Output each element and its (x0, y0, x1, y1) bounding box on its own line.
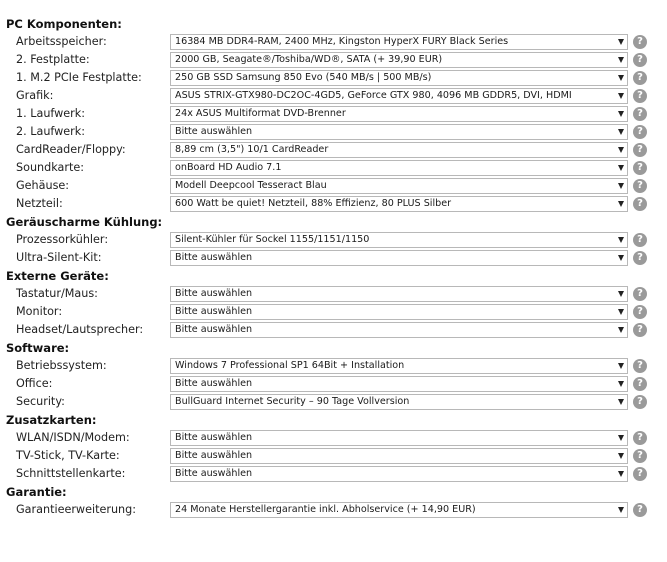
ultra-silent-kit-select[interactable] (170, 250, 628, 266)
selected-value: 8,89 cm (3,5") 10/1 CardReader (175, 144, 329, 155)
help-icon[interactable]: ? (633, 359, 647, 373)
option-label: 2. Festplatte: (16, 53, 90, 66)
tv-stick-tv-karte-select[interactable] (170, 448, 628, 464)
chevron-down-icon (618, 309, 624, 315)
option-label: Betriebssystem: (16, 359, 107, 372)
section-software (0, 339, 667, 411)
option-row-betriebssystem (0, 357, 667, 375)
arbeitsspeicher-select[interactable] (170, 34, 628, 50)
selected-value: 600 Watt be quiet! Netzteil, 88% Effizienz, 80 PLUS Silber (175, 198, 452, 209)
selected-value: Bitte auswählen (175, 306, 253, 317)
selected-value: ASUS STRIX-GTX980-DC2OC-4GD5, GeForce GTX 980, 4096 MB GDDR5, DVI, HDMI (175, 90, 572, 101)
option-row-netzteil (0, 195, 667, 213)
section-pc-komponenten (0, 15, 667, 213)
help-icon[interactable]: ? (633, 323, 647, 337)
option-row-soundkarte (0, 159, 667, 177)
chevron-down-icon (618, 147, 624, 153)
option-row-headset-lautsprecher (0, 321, 667, 339)
section-garantie (0, 483, 667, 519)
option-row-prozessorkuehler (0, 231, 667, 249)
option-label: 1. Laufwerk: (16, 107, 86, 120)
option-label: CardReader/Floppy: (16, 143, 126, 156)
help-icon[interactable]: ? (633, 305, 647, 319)
prozessorkuehler-select[interactable] (170, 232, 628, 248)
option-row-2-festplatte (0, 51, 667, 69)
selected-value: Modell Deepcool Tesseract Blau (175, 180, 327, 191)
chevron-down-icon (618, 399, 624, 405)
help-icon[interactable]: ? (633, 503, 647, 517)
chevron-down-icon (618, 39, 624, 45)
selected-value: 250 GB SSD Samsung 850 Evo (540 MB/s | 500 MB/s) (175, 72, 432, 83)
help-icon[interactable]: ? (633, 53, 647, 67)
option-label: Netzteil: (16, 197, 63, 210)
help-icon[interactable]: ? (633, 35, 647, 49)
option-label: Gehäuse: (16, 179, 70, 192)
option-row-monitor (0, 303, 667, 321)
chevron-down-icon (618, 453, 624, 459)
chevron-down-icon (618, 111, 624, 117)
help-icon[interactable]: ? (633, 179, 647, 193)
section-title: Software: (6, 341, 70, 355)
chevron-down-icon (618, 471, 624, 477)
chevron-down-icon (618, 129, 624, 135)
section-title: PC Komponenten: (6, 17, 122, 31)
option-label: Tastatur/Maus: (16, 287, 98, 300)
garantieerweiterung-select[interactable] (170, 502, 628, 518)
headset-lautsprecher-select[interactable] (170, 322, 628, 338)
2-festplatte-select[interactable] (170, 52, 628, 68)
option-row-tv-stick-tv-karte (0, 447, 667, 465)
option-label: Garantieerweiterung: (16, 503, 136, 516)
chevron-down-icon (618, 57, 624, 63)
help-icon[interactable]: ? (633, 233, 647, 247)
option-label: Soundkarte: (16, 161, 85, 174)
2-laufwerk-select[interactable] (170, 124, 628, 140)
tastatur-maus-select[interactable] (170, 286, 628, 302)
wlan-isdn-modem-select[interactable] (170, 430, 628, 446)
chevron-down-icon (618, 93, 624, 99)
option-label: TV-Stick, TV-Karte: (16, 449, 120, 462)
chevron-down-icon (618, 255, 624, 261)
option-row-tastatur-maus (0, 285, 667, 303)
option-row-wlan-isdn-modem (0, 429, 667, 447)
option-row-arbeitsspeicher (0, 33, 667, 51)
chevron-down-icon (618, 237, 624, 243)
help-icon[interactable]: ? (633, 71, 647, 85)
help-icon[interactable]: ? (633, 467, 647, 481)
schnittstellenkarte-select[interactable] (170, 466, 628, 482)
chevron-down-icon (618, 291, 624, 297)
chevron-down-icon (618, 507, 624, 513)
chevron-down-icon (618, 435, 624, 441)
soundkarte-select[interactable] (170, 160, 628, 176)
option-row-2-laufwerk (0, 123, 667, 141)
cardreader-floppy-select[interactable] (170, 142, 628, 158)
selected-value: Windows 7 Professional SP1 64Bit + Installation (175, 360, 405, 371)
grafik-select[interactable] (170, 88, 628, 104)
monitor-select[interactable] (170, 304, 628, 320)
section-title: Garantie: (6, 485, 67, 499)
option-label: Schnittstellenkarte: (16, 467, 126, 480)
option-row-ultra-silent-kit (0, 249, 667, 267)
option-row-schnittstellenkarte (0, 465, 667, 483)
option-row-office (0, 375, 667, 393)
option-row-security (0, 393, 667, 411)
section-title: Geräuscharme Kühlung: (6, 215, 163, 229)
1-m-2-pcie-festplatte-select[interactable] (170, 70, 628, 86)
chevron-down-icon (618, 165, 624, 171)
help-icon[interactable]: ? (633, 395, 647, 409)
option-row-1-m-2-pcie-festplatte (0, 69, 667, 87)
selected-value: Bitte auswählen (175, 432, 253, 443)
option-label: Prozessorkühler: (16, 233, 109, 246)
help-icon[interactable]: ? (633, 377, 647, 391)
help-icon[interactable]: ? (633, 143, 647, 157)
chevron-down-icon (618, 183, 624, 189)
option-label: Ultra-Silent-Kit: (16, 251, 102, 264)
help-icon[interactable]: ? (633, 449, 647, 463)
section-zusatzkarten (0, 411, 667, 483)
help-icon[interactable]: ? (633, 125, 647, 139)
selected-value: BullGuard Internet Security – 90 Tage Vollversion (175, 396, 410, 407)
option-label: Office: (16, 377, 53, 390)
selected-value: 24x ASUS Multiformat DVD-Brenner (175, 108, 346, 119)
option-row-gehaeuse (0, 177, 667, 195)
help-icon[interactable]: ? (633, 431, 647, 445)
1-laufwerk-select[interactable] (170, 106, 628, 122)
selected-value: Bitte auswählen (175, 378, 253, 389)
option-row-garantieerweiterung (0, 501, 667, 519)
chevron-down-icon (618, 201, 624, 207)
chevron-down-icon (618, 381, 624, 387)
option-label: Arbeitsspeicher: (16, 35, 107, 48)
netzteil-select[interactable] (170, 196, 628, 212)
selected-value: Bitte auswählen (175, 252, 253, 263)
section-title: Externe Geräte: (6, 269, 109, 283)
option-label: Security: (16, 395, 65, 408)
selected-value: 2000 GB, Seagate®/Toshiba/WD®, SATA (+ 39,90 EUR) (175, 54, 443, 65)
gehaeuse-select[interactable] (170, 178, 628, 194)
chevron-down-icon (618, 363, 624, 369)
selected-value: 16384 MB DDR4-RAM, 2400 MHz, Kingston HyperX FURY Black Series (175, 36, 509, 47)
help-icon[interactable]: ? (633, 89, 647, 103)
help-icon[interactable]: ? (633, 161, 647, 175)
chevron-down-icon (618, 75, 624, 81)
selected-value: onBoard HD Audio 7.1 (175, 162, 282, 173)
selected-value: Silent-Kühler für Sockel 1155/1151/1150 (175, 234, 370, 245)
help-icon[interactable]: ? (633, 251, 647, 265)
section-title: Zusatzkarten: (6, 413, 97, 427)
security-select[interactable] (170, 394, 628, 410)
betriebssystem-select[interactable] (170, 358, 628, 374)
help-icon[interactable]: ? (633, 287, 647, 301)
selected-value: Bitte auswählen (175, 126, 253, 137)
option-label: Headset/Lautsprecher: (16, 323, 144, 336)
option-row-cardreader-floppy (0, 141, 667, 159)
option-label: Grafik: (16, 89, 54, 102)
option-label: WLAN/ISDN/Modem: (16, 431, 130, 444)
selected-value: 24 Monate Herstellergarantie inkl. Abholservice (+ 14,90 EUR) (175, 504, 476, 515)
option-label: 1. M.2 PCIe Festplatte: (16, 71, 142, 84)
option-label: Monitor: (16, 305, 63, 318)
option-row-1-laufwerk (0, 105, 667, 123)
option-label: 2. Laufwerk: (16, 125, 86, 138)
office-select[interactable] (170, 376, 628, 392)
help-icon[interactable]: ? (633, 107, 647, 121)
selected-value: Bitte auswählen (175, 288, 253, 299)
help-icon[interactable]: ? (633, 197, 647, 211)
section-externe-geraete (0, 267, 667, 339)
selected-value: Bitte auswählen (175, 450, 253, 461)
option-row-grafik (0, 87, 667, 105)
section-geraeuscharme-kuehlung (0, 213, 667, 267)
chevron-down-icon (618, 327, 624, 333)
selected-value: Bitte auswählen (175, 468, 253, 479)
selected-value: Bitte auswählen (175, 324, 253, 335)
